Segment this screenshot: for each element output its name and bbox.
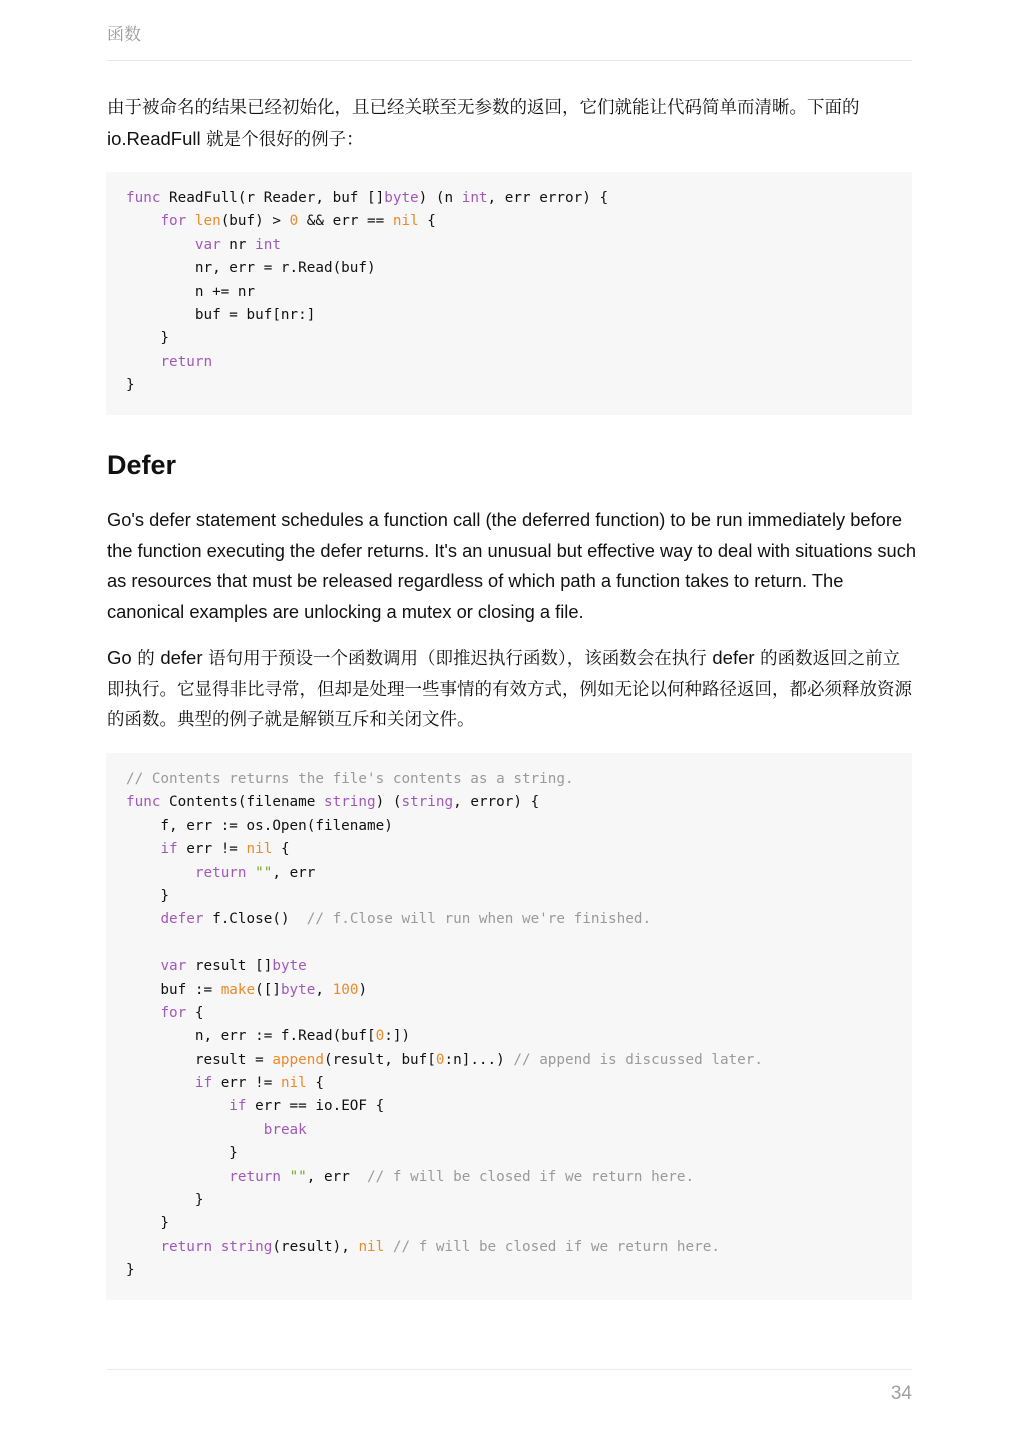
code-token <box>126 1239 160 1255</box>
code-line <box>126 838 892 861</box>
code-token: (buf) > <box>220 213 290 230</box>
code-token: make <box>220 981 256 998</box>
code-token: return <box>229 1168 281 1185</box>
defer-zh-keyword-1: defer <box>160 647 203 668</box>
code-token <box>186 213 195 229</box>
code-token: ) (n <box>418 190 462 206</box>
code-token <box>126 958 160 974</box>
code-token: byte <box>272 958 307 975</box>
code-line <box>126 979 892 1002</box>
defer-zh-lead: Go <box>107 647 132 668</box>
code-token: result [] <box>186 958 273 975</box>
code-token <box>281 1169 290 1185</box>
code-token: ) <box>358 981 368 998</box>
code-token: len <box>194 213 221 230</box>
code-token <box>126 865 195 881</box>
code-token: } <box>126 377 135 394</box>
code-token: err != <box>212 1075 281 1092</box>
code-token: , <box>315 981 333 998</box>
code-token: 0 <box>289 213 299 230</box>
code-token: buf := <box>126 981 221 998</box>
code-token: err != <box>177 841 247 858</box>
code-token: 100 <box>332 981 359 998</box>
code-token <box>126 354 160 370</box>
code-token: // f will be closed if we return here. <box>392 1238 720 1255</box>
code-token: (result), <box>272 1238 359 1255</box>
code-token: } <box>126 887 170 904</box>
code-token: func <box>126 794 161 811</box>
code-token: } <box>126 330 170 347</box>
code-token <box>126 237 195 253</box>
code-line <box>126 862 892 885</box>
code-token: ReadFull(r Reader, buf [] <box>160 190 385 206</box>
code-line <box>126 257 892 280</box>
intro-paragraph <box>107 93 912 155</box>
code-token: nil <box>392 213 419 230</box>
code-line <box>126 351 892 374</box>
code-token: :n]...) <box>444 1051 514 1068</box>
code-token: if <box>160 841 178 858</box>
code-line <box>126 932 892 955</box>
code-token: 0 <box>375 1028 385 1045</box>
code-line <box>126 791 892 814</box>
code-token: } <box>126 1215 170 1232</box>
code-token: } <box>126 1145 238 1162</box>
code-token: return <box>160 353 213 370</box>
code-line <box>126 1025 892 1048</box>
defer-paragraph-zh <box>107 643 912 736</box>
code-token <box>212 1239 221 1255</box>
code-block-readfull <box>106 172 912 415</box>
code-line <box>126 374 892 397</box>
defer-zh-text-1: 的 <box>131 649 161 669</box>
code-token: ) ( <box>375 794 402 811</box>
code-token: nil <box>280 1075 307 1092</box>
code-line <box>126 1189 892 1212</box>
code-token: (result, buf[ <box>323 1051 436 1068</box>
code-token: && err == <box>298 213 393 230</box>
code-token <box>384 1239 393 1255</box>
code-token: result = <box>126 1051 273 1068</box>
code-token: buf = buf[nr:] <box>126 306 316 323</box>
code-token <box>126 213 160 229</box>
defer-paragraph-en: Go's defer statement schedules a function call (the deferred function) to be run immediately before the function executing the defer returns. It's an unusual but effective way to deal with situations such as resources that must be released regardless of which path a function takes to return. The canonical examples are unlocking a mutex or closing a file. <box>107 509 917 622</box>
code-token: { <box>418 213 436 230</box>
intro-text-1: 由于被命名的结果已经初始化，且已经关联至无参数的返回，它们就能让代码简单而清晰。下面的 <box>107 98 860 118</box>
code-token: for <box>160 213 187 230</box>
code-line <box>126 1072 892 1095</box>
code-line <box>126 768 892 791</box>
code-token <box>126 1075 195 1091</box>
code-token: string <box>220 1238 273 1255</box>
code-token: f, err := os.Open(filename) <box>126 817 393 834</box>
code-token <box>247 865 256 881</box>
code-token: , err <box>272 864 316 881</box>
code-token: break <box>263 1121 307 1138</box>
code-token: byte <box>280 981 316 998</box>
code-line <box>126 908 892 931</box>
code-token: int <box>255 236 281 253</box>
page-header <box>107 22 912 61</box>
code-token <box>126 841 160 857</box>
code-token: , err error) { <box>487 190 609 206</box>
code-token: return <box>194 864 247 881</box>
code-token <box>126 1122 264 1138</box>
code-line <box>126 327 892 350</box>
code-token: } <box>126 1262 135 1279</box>
intro-text-2: 就是个很好的例子： <box>200 129 364 150</box>
code-token: "" <box>255 864 273 881</box>
defer-zh-text-3: 的函数返回之前立即执行。它显得非比寻常，但却是处理一些事情的有效方式，例如无论以何种路径返回，都必须释放资源的函数。典型的例子就是解锁互斥和关闭文件。 <box>107 649 912 730</box>
code-line <box>126 815 892 838</box>
code-line <box>126 955 892 978</box>
code-line <box>126 210 892 233</box>
code-token <box>126 911 160 927</box>
code-token: } <box>126 1192 204 1209</box>
code-token: 0 <box>435 1051 445 1068</box>
code-token: append <box>272 1051 324 1068</box>
code-token <box>126 1169 229 1185</box>
code-token: defer <box>160 911 204 928</box>
code-token: int <box>461 190 488 206</box>
code-line <box>126 1049 892 1072</box>
code-token: { <box>272 841 290 858</box>
code-token: var <box>194 236 221 253</box>
code-line <box>126 187 892 210</box>
code-token: if <box>194 1075 213 1092</box>
section-heading-defer: Defer <box>107 450 177 480</box>
page-number: 34 <box>890 1383 912 1404</box>
code-token: nr, err = r.Read(buf) <box>126 260 376 277</box>
code-line <box>126 304 892 327</box>
defer-zh-keyword-2: defer <box>712 647 755 668</box>
code-token: { <box>306 1075 325 1092</box>
code-token: n += nr <box>126 283 256 300</box>
code-line <box>126 1119 892 1142</box>
code-token: nil <box>246 841 273 858</box>
code-token: nr <box>220 236 256 253</box>
code-token: // f.Close will run when we're finished. <box>306 911 652 928</box>
code-line <box>126 234 892 257</box>
code-token: nil <box>358 1238 385 1255</box>
code-token: return <box>160 1238 213 1255</box>
code-token <box>126 1005 160 1021</box>
code-line <box>126 1212 892 1235</box>
code-token: string <box>401 794 454 811</box>
code-token: err == io.EOF { <box>246 1098 385 1115</box>
chapter-title: 函数 <box>107 25 141 45</box>
code-token: // append is discussed later. <box>513 1051 763 1068</box>
defer-zh-text-2: 语句用于预设一个函数调用（即推迟执行函数），该函数会在执行 <box>202 649 713 669</box>
code-line <box>126 1166 892 1189</box>
code-token: , err <box>306 1168 368 1185</box>
code-token: :]) <box>384 1028 411 1045</box>
code-block-contents <box>106 753 912 1300</box>
code-line <box>126 1259 892 1282</box>
code-token: for <box>160 1004 187 1021</box>
code-token <box>126 1098 229 1114</box>
code-line <box>126 1095 892 1118</box>
code-token: string <box>323 794 376 811</box>
code-token: byte <box>384 190 419 206</box>
code-line <box>126 1142 892 1165</box>
footer-divider <box>107 1369 912 1370</box>
code-token: n, err := f.Read(buf[ <box>126 1028 376 1045</box>
code-token: ([] <box>255 981 281 998</box>
code-token: Contents(filename <box>160 794 324 811</box>
code-line <box>126 281 892 304</box>
code-token: , error) { <box>453 794 540 811</box>
code-token: { <box>186 1004 204 1021</box>
code-token: var <box>160 958 187 975</box>
code-line <box>126 885 892 908</box>
code-token: if <box>229 1098 247 1115</box>
intro-inline-code: io.ReadFull <box>107 127 201 149</box>
code-line <box>126 1236 892 1259</box>
code-token: "" <box>289 1168 307 1185</box>
code-token: // f will be closed if we return here. <box>367 1168 695 1185</box>
code-line <box>126 1002 892 1025</box>
code-token: f.Close() <box>203 911 307 928</box>
code-token: func <box>126 190 161 206</box>
code-token: // Contents returns the file's contents as a string. <box>126 771 574 787</box>
